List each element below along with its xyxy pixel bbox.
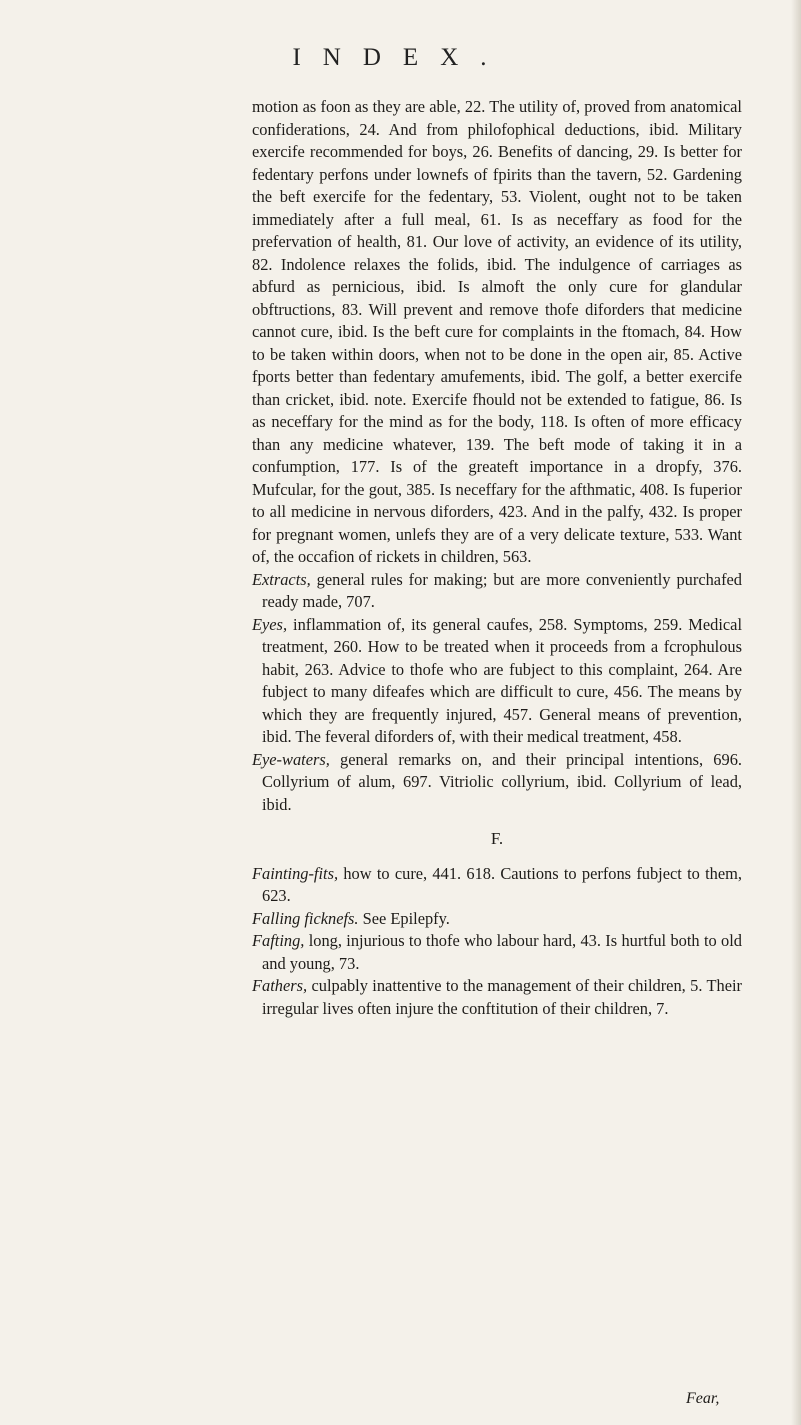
entry-text: long, injurious to thofe who labour hard, 43. Is hurtful both to old and young, 73. [262,931,742,973]
entry-text: culpably inattentive to the management of their children, 5. Their irregular lives often injure the conftitution of their children, 7. [262,976,742,1018]
index-entry [252,908,742,931]
index-entry [252,863,742,908]
headword: Falling ficknefs. [252,908,359,928]
index-body [252,96,742,1020]
headword: Fafting, [252,931,305,950]
headword: Fathers, [252,976,308,995]
index-entry [252,975,742,1020]
page-header: INDEX. [292,44,509,71]
index-entry [252,749,742,817]
index-entry [252,614,742,749]
section-letter: F. [490,829,504,848]
index-paragraph [252,96,742,569]
page-edge-shadow [791,0,801,1425]
entry-text: inflammation of, its general caufes, 258. Symptoms, 259. Medical treatment, 260. How to be treated when it proceeds from a fcrophulous habit, 263. Advice to thofe who are fubject to this complaint, 264. Are fubject to many difeafes which are difficult to cure, 456. The means by which they are frequently injured, 457. General means of prevention, ibid. The feveral diforders of, with their medical treatment, 458. [262,614,742,746]
entry-text: general rules for making; but are more conveniently purchafed ready made, 707. [262,569,742,611]
index-entry [252,930,742,975]
headword: Fainting-fits, [252,863,339,883]
entry-text: general remarks on, and their principal intentions, 696. Collyrium of alum, 697. Vitriolic collyrium, ibid. Collyrium of lead, ibid. [262,749,742,814]
index-entry [252,569,742,614]
headword: Eye-waters, [252,749,330,769]
headword: Eyes, [252,614,288,634]
entry-text: motion as foon as they are able, 22. The utility of, proved from anatomical confiderations, 24. And from philofophical deductions, ibid. Military exercife recommended for boys, 26. Benefits of dancing, 29. Is better for fedentary perfons under lownefs of fpirits than the tavern, 52. Gardening the beft exercife for the fedentary, 53. Violent, ought not to be taken immediately after a full meal, 61. Is as neceffary as food for the prefervation of health, 81. Our love of activity, an evidence of its utility, 82. Indolence relaxes the folids, ibid. The indulgence of carriages as abfurd as pernicious, ibid. Is almoft the only cure for glandular obftructions, 83. Will prevent and remove thofe diforders that medicine cannot cure, ibid. Is the beft cure for complaints in the ftomach, 84. How to be taken within doors, when not to be done in the open air, 85. Active fports better than fedentary amufements, ibid. The golf, a better exercife than cricket, ibid. note. Exercife fhould not be extended to fatigue, 86. Is as neceffary for the mind as for the body, 118. Is often of more efficacy than any medicine whatever, 139. The beft mode of taking it in a confumption, 177. Is of the greateft importance in a dropfy, 376. Mufcular, for the gout, 385. Is neceffary for the afthmatic, 408. Is fuperior to all medicine in nervous diforders, 423. And in the palfy, 432. Is proper for pregnant women, unlefs they are of a very delicate texture, 533. Want of, the occafion of rickets in children, 563. [252,97,742,566]
headword: Extracts, [252,569,311,589]
catchword: Fear, [686,1390,720,1407]
entry-text: See Epilepfy. [358,908,450,928]
entry-text: how to cure, 441. 618. Cautions to perfons fubject to them, 623. [262,863,742,905]
